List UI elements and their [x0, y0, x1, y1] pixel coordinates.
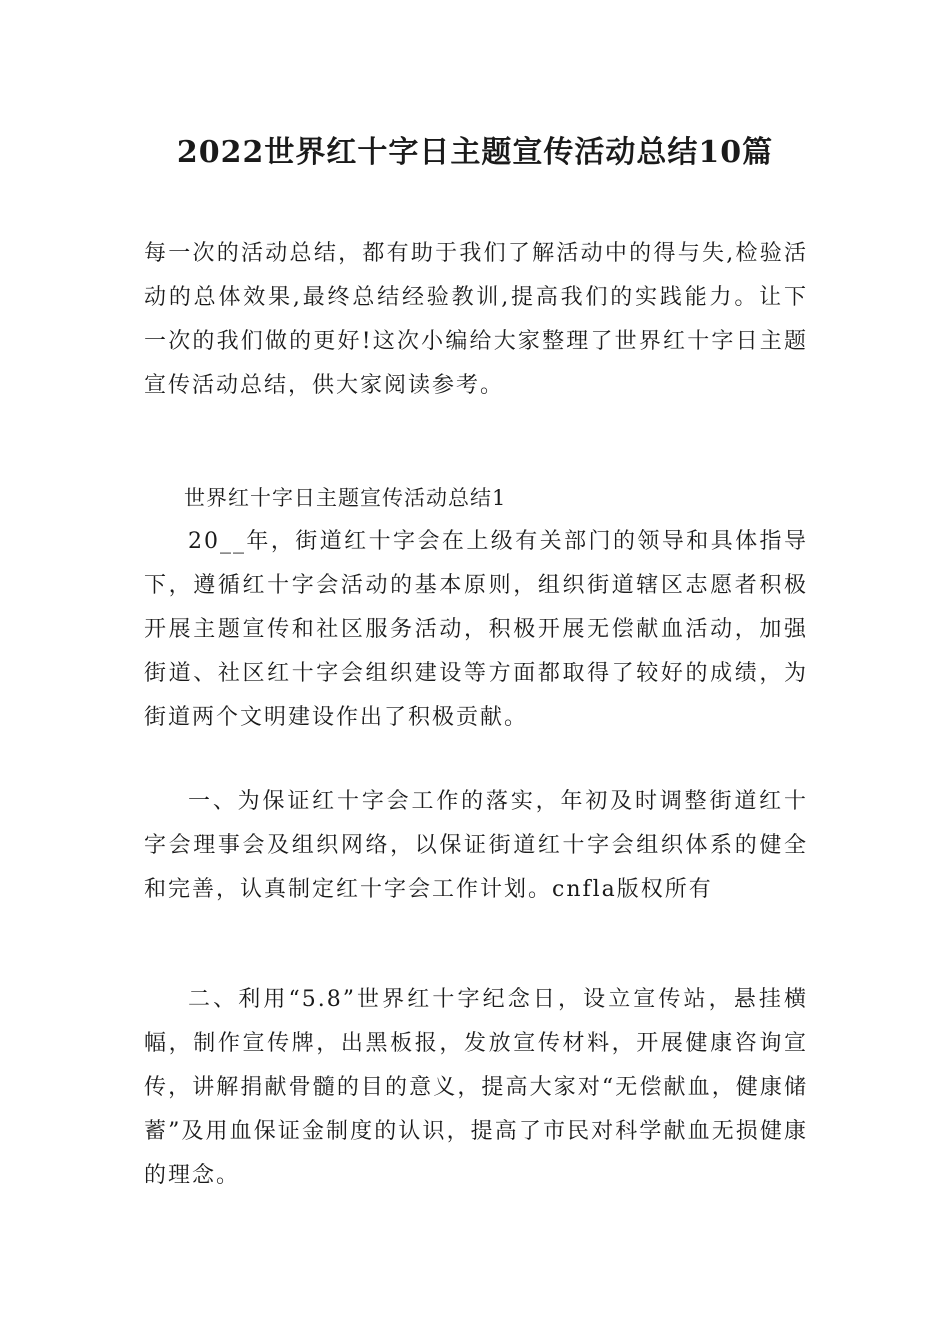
- intro-paragraph: 每一次的活动总结，都有助于我们了解活动中的得与失,检验活动的总体效果,最终总结经验教训,提高我们的实践能力。让下一次的我们做的更好!这次小编给大家整理了世界红十字日主题宣传活动总结，供大家阅读参考。: [144, 241, 808, 398]
- section-heading: 世界红十字日主题宣传活动总结1: [184, 486, 507, 510]
- body-paragraph-1: 20__年，街道红十字会在上级有关部门的领导和具体指导下，遵循红十字会活动的基本原则，组织街道辖区志愿者积极开展主题宣传和社区服务活动，积极开展无偿献血活动，加强街道、社区红十字会组织建设等方面都取得了较好的成绩，为街道两个文明建设作出了积极贡献。: [144, 529, 808, 730]
- body-paragraph-3: 二、利用“5.8”世界红十字纪念日，设立宣传站，悬挂横幅，制作宣传牌，出黑板报，发放宣传材料，开展健康咨询宣传，讲解捐献骨髓的目的意义，提高大家对“无偿献血，健康储蓄”及用血保证金制度的认识，提高了市民对科学献血无损健康的理念。: [144, 987, 808, 1188]
- body-paragraph-2: 一、为保证红十字会工作的落实，年初及时调整街道红十字会理事会及组织网络，以保证街道红十字会组织体系的健全和完善，认真制定红十字会工作计划。cnfla版权所有: [144, 789, 808, 902]
- document-title: 2022世界红十字日主题宣传活动总结10篇: [176, 135, 774, 170]
